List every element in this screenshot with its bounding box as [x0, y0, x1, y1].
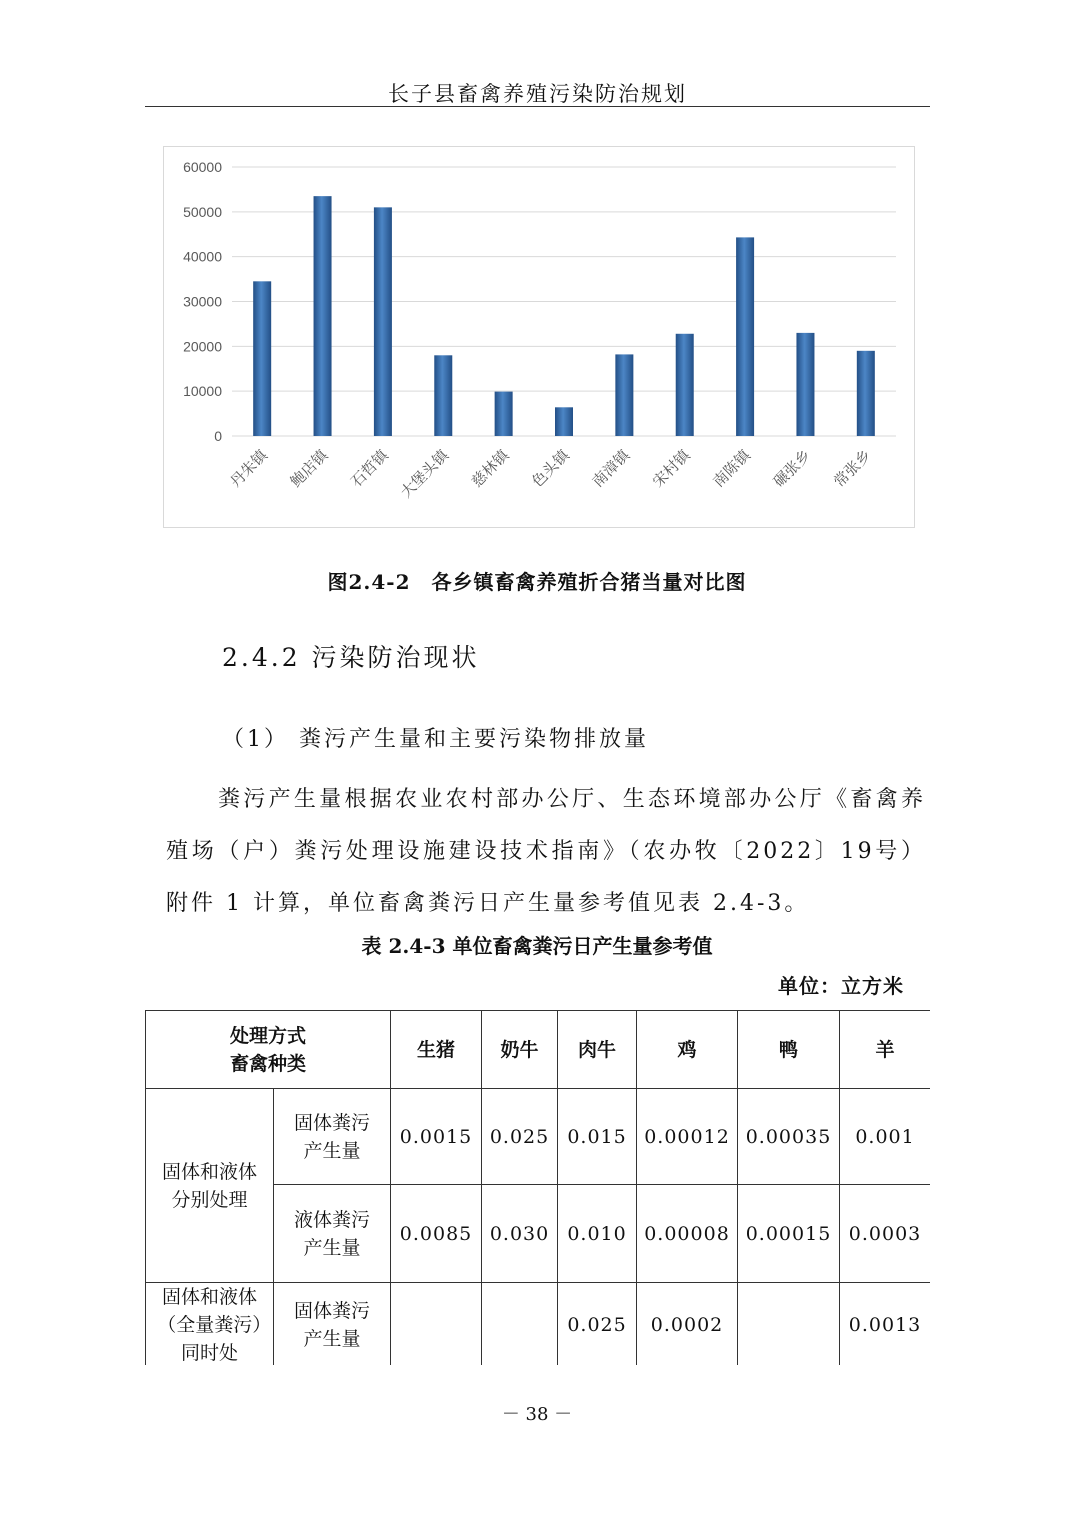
x-tick-label: 碾张乡 [769, 446, 815, 491]
x-tick-label: 色头镇 [528, 446, 573, 491]
x-tick-label: 鲍店镇 [286, 446, 332, 491]
column-header: 鸡 [637, 1011, 738, 1089]
column-header: 奶牛 [482, 1011, 558, 1089]
x-tick-label: 大堡头镇 [396, 446, 453, 502]
table-row [146, 1089, 931, 1185]
running-header: 长子县畜禽养殖污染防治规划 [388, 82, 687, 106]
x-tick-label: 石哲镇 [347, 446, 392, 491]
bar [615, 354, 633, 436]
value-cell: 0.025 [482, 1089, 558, 1185]
x-tick-label: 南陈镇 [709, 446, 754, 491]
group-label-cell: 固体和液体（全量粪污）同时处 [146, 1283, 274, 1366]
column-header: 羊 [840, 1011, 930, 1089]
y-tick-label: 30000 [183, 293, 222, 310]
bar [857, 351, 875, 436]
column-header: 肉牛 [558, 1011, 637, 1089]
y-tick-label: 50000 [183, 203, 222, 220]
bar [314, 196, 332, 436]
y-tick-label: 0 [214, 428, 222, 444]
value-cell: 0.0003 [840, 1185, 930, 1283]
table-wrapper [145, 1010, 930, 1365]
value-cell: 0.00015 [738, 1185, 840, 1283]
value-cell: 0.00008 [637, 1185, 738, 1283]
value-cell [391, 1283, 482, 1366]
section-heading: 2.4.2 污染防治现状 [222, 643, 480, 672]
bar [434, 355, 452, 436]
header-rule [145, 106, 930, 107]
y-tick-label: 60000 [183, 159, 222, 175]
bar [495, 392, 513, 436]
bar [796, 333, 814, 436]
row-label-cell: 固体粪污产生量 [274, 1089, 391, 1185]
x-tick-label: 宋村镇 [648, 446, 694, 491]
row-label-cell: 固体粪污产生量 [274, 1283, 391, 1366]
bar [676, 334, 694, 436]
header-corner-cell [146, 1011, 391, 1089]
value-cell: 0.010 [558, 1185, 637, 1283]
bar [555, 407, 573, 436]
y-tick-label: 10000 [183, 383, 222, 400]
header-corner-top: 处理方式 [230, 1024, 307, 1047]
bar [253, 281, 271, 436]
value-cell: 0.0015 [391, 1089, 482, 1185]
chart-svg [164, 147, 914, 527]
unit-label: 单位：立方米 [778, 974, 904, 998]
body-paragraph: 粪污产生量根据农业农村部办公厅、生态环境部办公厅《畜禽养殖场（户）粪污处理设施建设技术指南》（农办牧〔2022〕19号）附件 1 计算，单位畜禽粪污日产生量参考值见表 2.4-3。 [166, 787, 927, 916]
x-tick-label: 丹朱镇 [226, 446, 272, 491]
bar [736, 237, 754, 436]
subsection-heading: （1） 粪污产生量和主要污染物排放量 [222, 727, 649, 752]
header-corner-bottom: 畜禽种类 [230, 1052, 307, 1075]
column-header: 生猪 [391, 1011, 482, 1089]
bar-layer [253, 196, 875, 436]
table-header-row [146, 1011, 931, 1089]
value-cell: 0.025 [558, 1283, 637, 1366]
y-tick-label: 40000 [183, 248, 222, 265]
value-cell: 0.00035 [738, 1089, 840, 1185]
value-cell [482, 1283, 558, 1366]
x-tick-label: 南漳镇 [588, 446, 634, 491]
x-tick-label: 常张乡 [830, 446, 875, 491]
table-row [146, 1283, 931, 1366]
bar [374, 207, 392, 436]
label-layer [183, 159, 875, 501]
row-label-cell: 液体粪污产生量 [274, 1185, 391, 1283]
value-cell: 0.0085 [391, 1185, 482, 1283]
value-cell: 0.001 [840, 1089, 930, 1185]
value-cell [738, 1283, 840, 1366]
column-header: 鸭 [738, 1011, 840, 1089]
value-cell: 0.015 [558, 1089, 637, 1185]
reference-table [145, 1010, 930, 1365]
y-tick-label: 20000 [183, 338, 222, 355]
page-number: － 38 － [501, 1404, 573, 1425]
grid-layer [232, 167, 896, 436]
group-label-cell: 固体和液体分别处理 [146, 1089, 274, 1283]
x-tick-label: 慈林镇 [467, 446, 513, 491]
figure-caption: 图2.4-2 各乡镇畜禽养殖折合猪当量对比图 [327, 570, 747, 594]
bar-chart [163, 146, 915, 528]
value-cell: 0.00012 [637, 1089, 738, 1185]
table-caption: 表 2.4-3 单位畜禽粪污日产生量参考值 [361, 934, 713, 958]
value-cell: 0.0002 [637, 1283, 738, 1366]
value-cell: 0.030 [482, 1185, 558, 1283]
value-cell: 0.0013 [840, 1283, 930, 1366]
